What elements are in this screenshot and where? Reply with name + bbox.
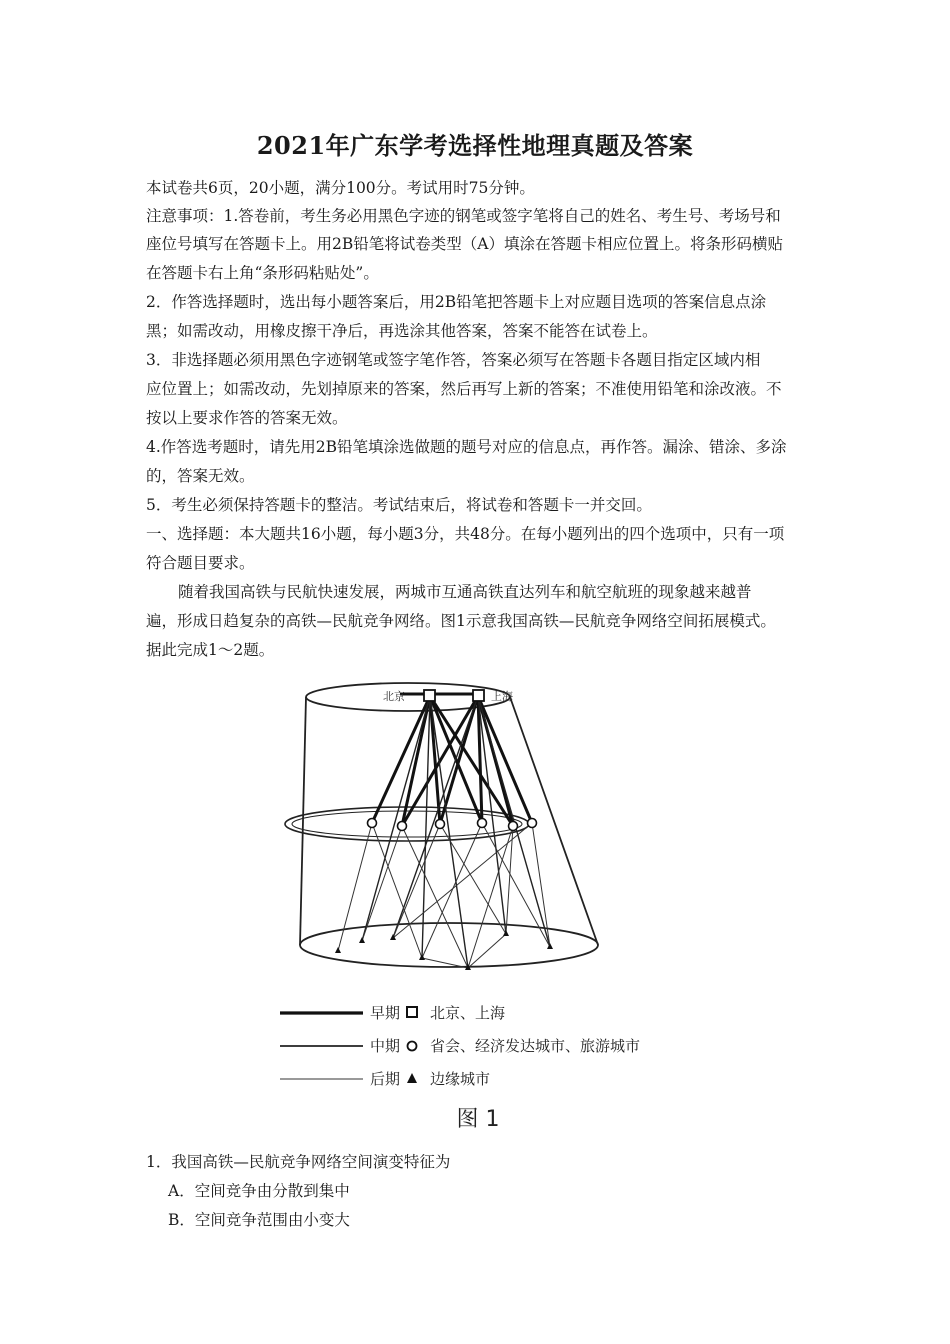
text-line: 座位号填写在答题卡上。用2B铅笔将试卷类型（A）填涂在答题卡相应位置上。将条形码横贴 [146,235,783,253]
legend [280,1004,640,1088]
middle-city-node [436,820,445,829]
text-line: 随着我国高铁与民航快速发展，两城市互通高铁直达列车和航空航班的现象越来越普 [178,583,752,601]
text-line: 应位置上；如需改动，先划掉原来的答案，然后再写上新的答案；不准使用铅笔和涂改液。不 [146,380,782,398]
text-line: 2．作答选择题时，选出每小题答案后，用2B铅笔把答题卡上对应题目选项的答案信息点涂 [146,293,767,311]
bottom-ellipse [300,923,598,967]
beijing-node [424,690,435,701]
text-line: 一、选择题：本大题共16小题，每小题3分，共48分。在每小题列出的四个选项中，只有一项 [146,525,785,543]
edge-city-node [359,937,365,943]
legend-desc-middle: 省会、经济发达城市、旅游城市 [430,1037,641,1055]
legend-period-middle: 中期 [370,1037,401,1055]
late-links [338,823,550,968]
question-stem: 1．我国高铁—民航竞争网络空间演变特征为 [146,1153,451,1171]
text-line: 本试卷共6页，20小题，满分100分。考试用时75分钟。 [146,179,535,197]
edge-city-node [390,934,396,940]
text-line: 的，答案无效。 [146,467,255,485]
network-diagram [270,676,690,1136]
question-option-b: B．空间竞争范围由小变大 [168,1211,350,1229]
early-links [372,694,532,826]
legend-period-early: 早期 [370,1004,401,1022]
middle-city-node [368,819,377,828]
legend-desc-early: 北京、上海 [430,1004,506,1022]
legend-desc-late: 边缘城市 [430,1070,491,1088]
figure-caption: 图 1 [456,1107,500,1132]
middle-city-node [478,819,487,828]
text-line: 黑；如需改动，用橡皮擦干净后，再选涂其他答案，答案不能答在试卷上。 [146,322,658,340]
middle-city-node [528,819,537,828]
text-line: 据此完成1～2题。 [146,641,275,659]
text-line: 5．考生必须保持答题卡的整洁。考试结束后，将试卷和答题卡一并交回。 [146,496,652,514]
page-title: 2021年广东学考选择性地理真题及答案 [256,131,694,160]
cone-left-edge [300,697,306,945]
text-line: 注意事项：1.答卷前，考生务必用黑色字迹的钢笔或签字笔将自己的姓名、考生号、考场号和 [146,207,781,225]
middle-city-node [509,822,518,831]
shanghai-label: 上海 [491,690,513,703]
text-line: 遍，形成日趋复杂的高铁—民航竞争网络。图1示意我国高铁—民航竞争网络空间拓展模式。 [146,612,776,630]
text-line: 4.作答选考题时，请先用2B铅笔填涂选做题的题号对应的信息点，再作答。漏涂、错涂、多涂 [146,438,787,456]
text-line: 按以上要求作答的答案无效。 [146,409,348,427]
legend-period-late: 后期 [370,1070,401,1088]
question-option-a: A．空间竞争由分散到集中 [168,1182,350,1200]
beijing-label: 北京 [383,690,405,703]
middle-city-node [398,822,407,831]
text-line: 在答题卡右上角“条形码粘贴处”。 [146,264,379,282]
text-line: 符合题目要求。 [146,554,255,572]
edge-city-node [335,947,341,953]
cone-right-edge [510,697,598,945]
text-line: 3．非选择题必须用黑色字迹钢笔或签字笔作答，答案必须写在答题卡各题目指定区域内相 [146,351,761,369]
shanghai-node [473,690,484,701]
edge-city-node [419,954,425,960]
